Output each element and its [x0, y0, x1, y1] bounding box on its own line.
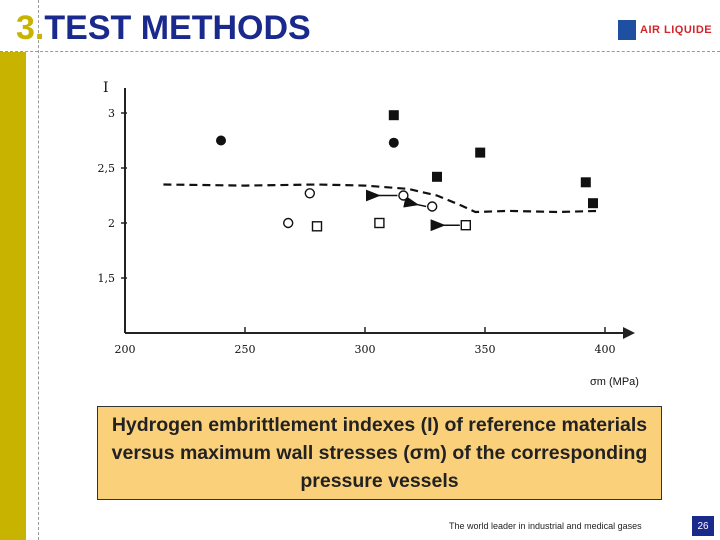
section-dot: .: [34, 9, 45, 47]
data-point-open-square: [313, 222, 322, 231]
x-tick-label: 250: [234, 343, 256, 356]
y-tick-label: 1,5: [97, 272, 115, 285]
data-point-open-square: [461, 221, 470, 230]
x-tick-label: 400: [594, 343, 616, 356]
data-point-open-square: [375, 219, 384, 228]
x-tick-label: 200: [114, 343, 136, 356]
logo-text: AIR LIQUIDE: [640, 24, 713, 36]
y-axis-label: I: [103, 80, 109, 96]
air-liquide-logo: [618, 18, 712, 42]
x-axis-arrow-icon: [623, 327, 635, 339]
chart-area: [95, 68, 675, 398]
slide-title: [16, 8, 311, 48]
title-text: TEST METHODS: [44, 9, 311, 47]
y-tick-label: 2: [108, 217, 115, 230]
shift-arrow: [416, 204, 426, 206]
data-point-filled-square: [475, 148, 485, 158]
y-tick-label: 2,5: [97, 162, 115, 175]
data-point-open-circle: [284, 219, 293, 228]
page-number: 26: [697, 520, 709, 532]
data-point-filled-circle: [216, 136, 226, 146]
header-divider: [0, 51, 720, 52]
data-point-filled-square: [581, 177, 591, 187]
scatter-chart: [95, 68, 675, 398]
section-number: 3: [16, 9, 35, 47]
caption-box: [97, 406, 662, 500]
data-point-open-circle: [428, 202, 437, 211]
x-tick-label: 350: [474, 343, 496, 356]
data-point-filled-square: [432, 172, 442, 182]
footer-tagline: The world leader in industrial and medical gases: [449, 521, 642, 531]
vertical-divider: [38, 0, 39, 540]
data-point-open-circle: [305, 189, 314, 198]
data-point-filled-circle: [389, 138, 399, 148]
page-number-badge: [692, 516, 714, 536]
accent-sidebar: [0, 52, 26, 540]
caption-text: Hydrogen embrittlement indexes (I) of reference materials versus maximum wall stresses (σm) of the corresponding pressure vessels: [111, 414, 648, 492]
data-point-filled-square: [588, 198, 598, 208]
logo-mark-icon: [618, 20, 636, 40]
trend-dashed-curve: [163, 185, 600, 213]
data-point-open-circle: [399, 191, 408, 200]
x-tick-label: 300: [354, 343, 376, 356]
y-tick-label: 3: [108, 107, 115, 120]
data-point-filled-square: [389, 110, 399, 120]
x-axis-label: σm (MPa): [590, 376, 639, 388]
